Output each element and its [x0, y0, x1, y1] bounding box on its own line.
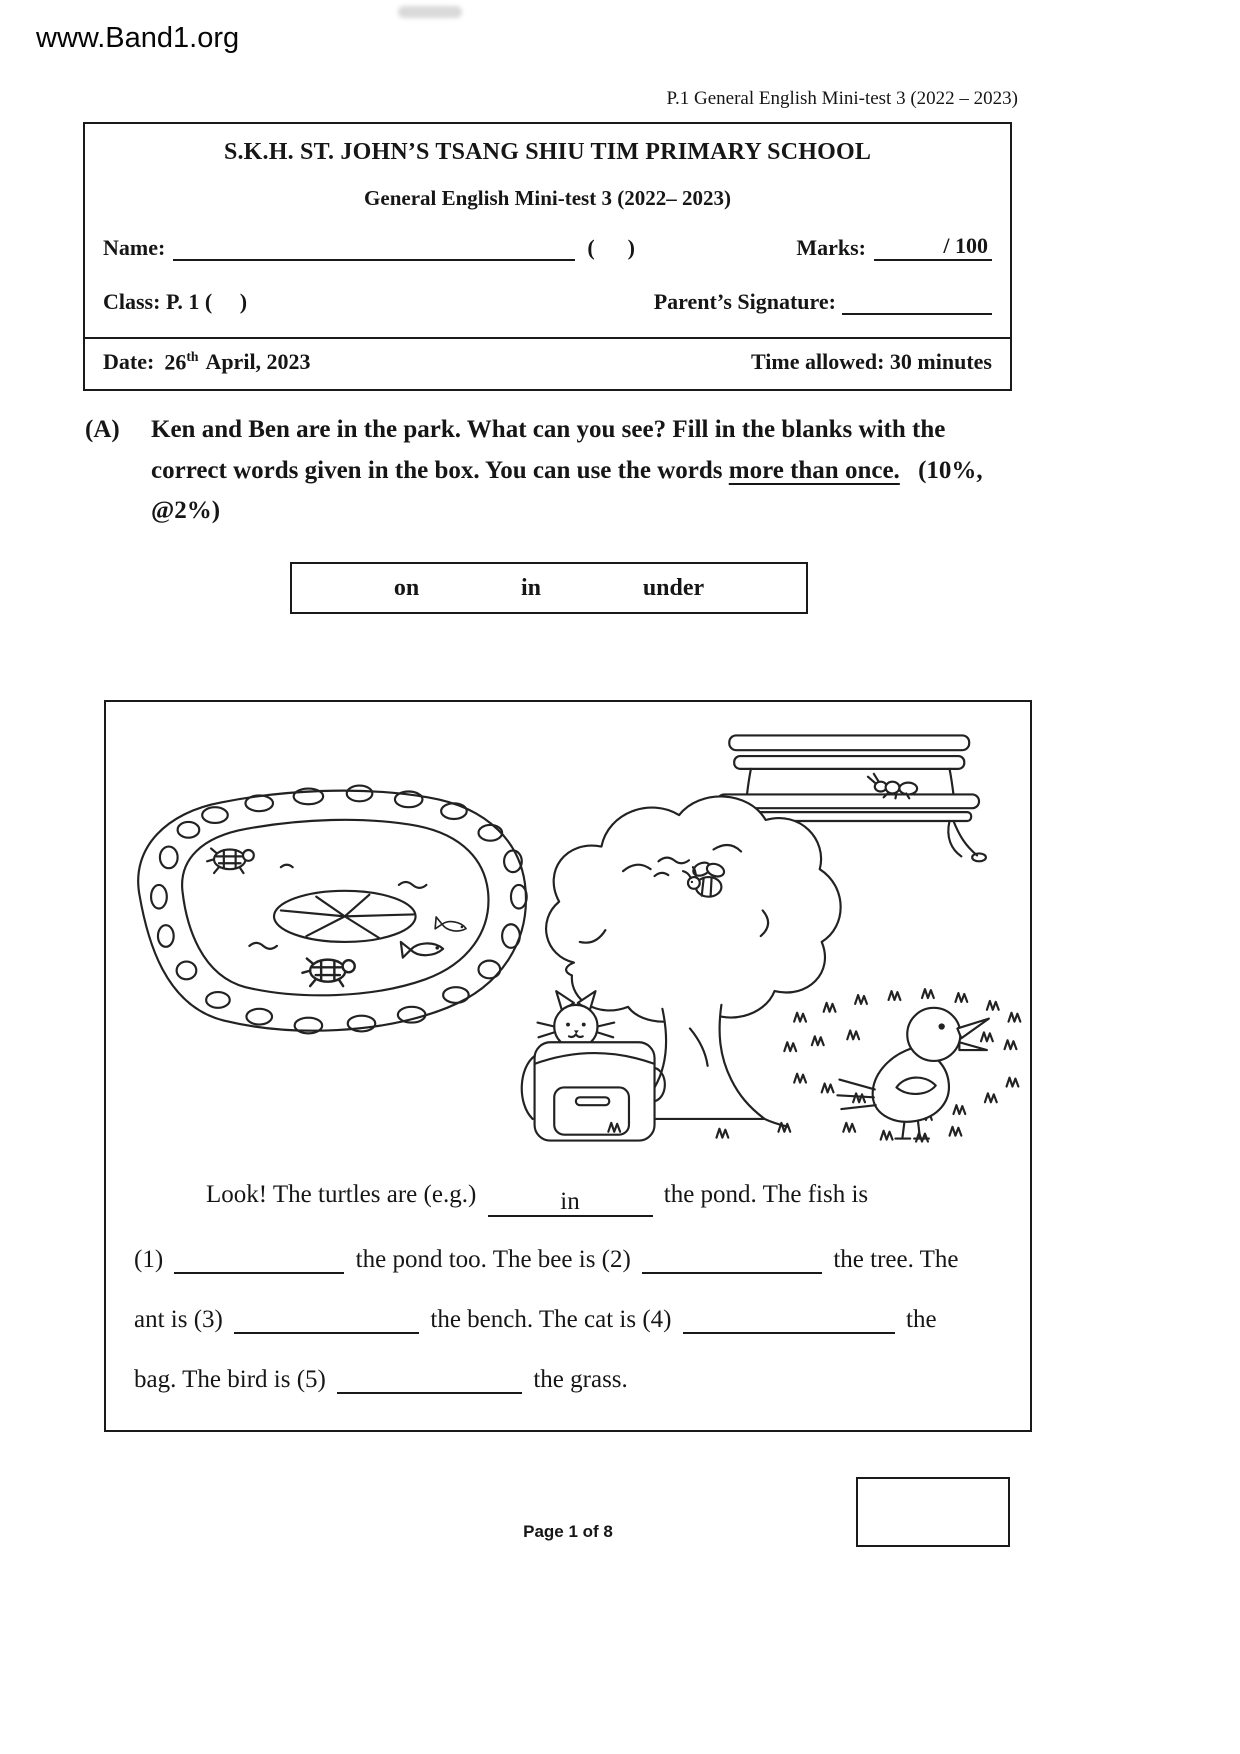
date-ordinal: th: [186, 349, 199, 364]
word-under: under: [642, 574, 705, 601]
answer-blank-1[interactable]: [174, 1242, 344, 1274]
date-row: [85, 337, 1010, 389]
watermark: www.Band1.org: [36, 22, 240, 54]
park-illustration: [106, 702, 1030, 1174]
passage-text: the grass.: [533, 1365, 628, 1393]
class-row: [85, 287, 1010, 315]
answer-blank-5[interactable]: [337, 1362, 522, 1394]
name-row: [85, 233, 1010, 261]
marks-label: Marks:: [796, 235, 866, 260]
date-value: [103, 349, 311, 375]
passage-text: the pond. The fish is: [663, 1181, 869, 1208]
answer-blank-2[interactable]: [642, 1242, 822, 1274]
answer-blank-4[interactable]: [683, 1302, 895, 1334]
passage-text: ant is (3): [134, 1305, 223, 1333]
exercise-picture-box: [104, 700, 1032, 1432]
name-input-blank[interactable]: [173, 233, 575, 261]
time-allowed: Time allowed: 30 minutes: [751, 349, 992, 375]
instruction-main: Ken and Ben are in the park. What can you see? Fill in the blanks with the correct words given in the box. You can use the words: [151, 416, 946, 484]
scan-artifact: [398, 6, 462, 18]
passage-text: (1): [134, 1246, 164, 1273]
test-title: General English Mini-test 3 (2022– 2023): [364, 186, 731, 210]
word-in: in: [520, 574, 541, 601]
date-day: 26: [164, 349, 187, 375]
example-blank: in: [488, 1185, 653, 1217]
page-number: Page 1 of 8: [523, 1522, 613, 1541]
passage-line-1: [134, 1178, 1002, 1217]
passage-line-3: [134, 1302, 1002, 1337]
instruction-marks: (10%, @2%): [151, 456, 983, 524]
school-name: S.K.H. ST. JOHN’S TSANG SHIU TIM PRIMARY SCHOOL: [223, 139, 872, 165]
exercise-passage: [106, 1174, 1030, 1396]
word-on: on: [393, 574, 420, 601]
date-rest: April, 2023: [205, 349, 311, 375]
passage-text: the bench. The cat is (4): [430, 1305, 672, 1333]
marks-blank[interactable]: / 100: [874, 233, 992, 261]
section-a: [85, 410, 1025, 532]
passage-line-2: [134, 1242, 1002, 1277]
passage-text: the: [906, 1305, 937, 1333]
class-label: Class: P. 1 ( ): [103, 289, 248, 314]
answer-blank-3[interactable]: [234, 1302, 419, 1334]
instruction-underlined-phrase: more than once.: [728, 456, 900, 484]
passage-line-4: [134, 1362, 1002, 1397]
passage-text: the tree. The: [833, 1246, 959, 1273]
bird-icon: [837, 1008, 988, 1139]
passage-text: the pond too. The bee is (2): [355, 1246, 631, 1273]
pond-icon: [138, 786, 527, 1034]
signature-blank[interactable]: [842, 287, 992, 315]
signature-label: Parent’s Signature:: [653, 289, 836, 314]
section-a-instructions: [151, 410, 1025, 532]
header-note: P.1 General English Mini-test 3 (2022 – 2023): [666, 88, 1018, 109]
name-label: Name:: [103, 235, 166, 260]
date-label: Date:: [103, 349, 155, 375]
section-a-label: (A): [85, 416, 120, 443]
class-number-paren: ( ): [587, 235, 635, 260]
passage-text: Look! The turtles are (e.g.): [206, 1181, 477, 1208]
word-bank: [290, 562, 808, 614]
test-header-box: [83, 122, 1012, 391]
passage-text: bag. The bird is (5): [134, 1365, 326, 1393]
